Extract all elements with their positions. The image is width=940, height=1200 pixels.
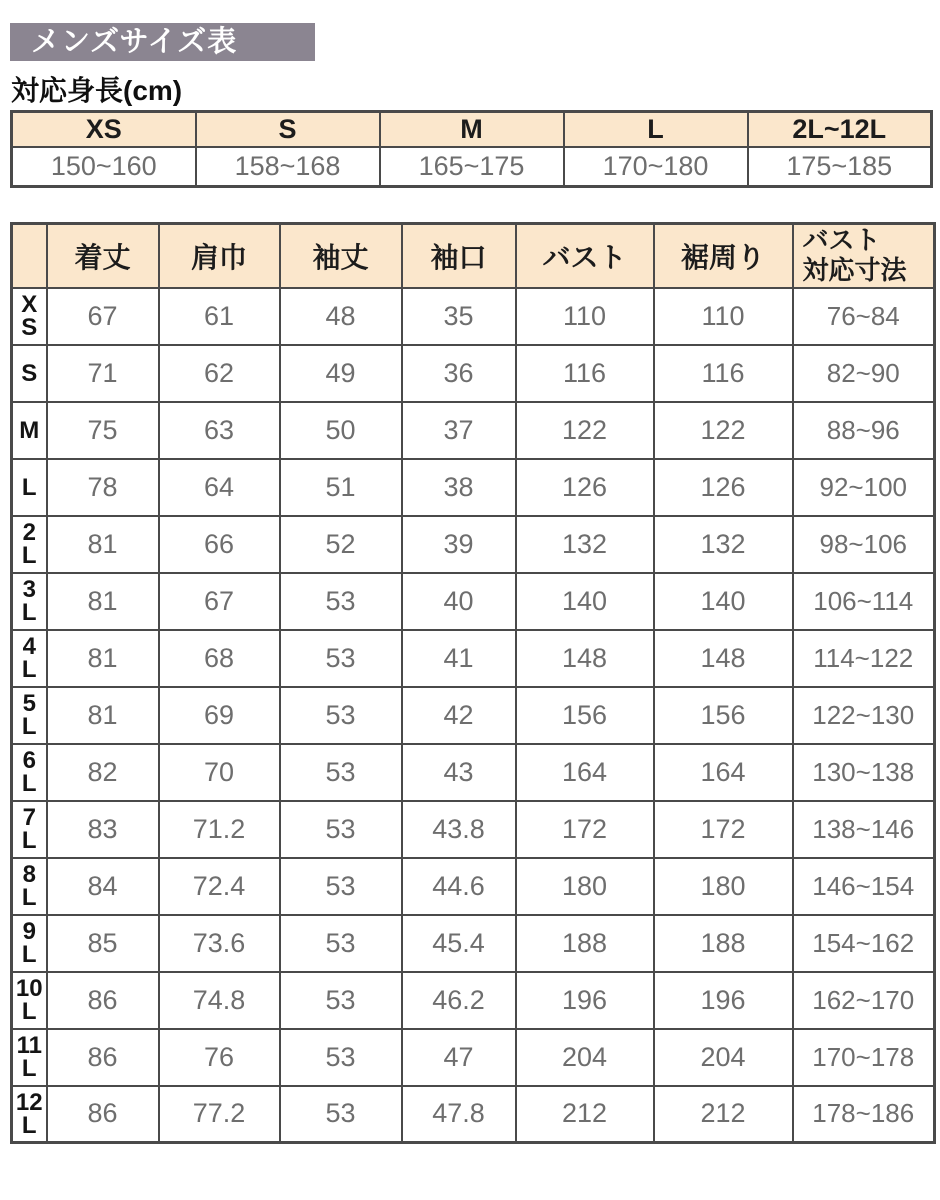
- measurement-value-cell: 110: [516, 288, 654, 345]
- row-size-label: [12, 288, 47, 345]
- measurement-value-cell: 41: [402, 630, 516, 687]
- measurement-value-cell: 73.6: [159, 915, 280, 972]
- height-size-header: M: [380, 112, 564, 147]
- row-size-label: [12, 915, 47, 972]
- measurement-value-cell: 172: [654, 801, 793, 858]
- measurement-value-cell: 61: [159, 288, 280, 345]
- measurement-value-cell: 82~90: [793, 345, 935, 402]
- measurement-value-cell: 53: [280, 1029, 402, 1086]
- measurement-value-cell: 132: [516, 516, 654, 573]
- measurement-value-cell: 82: [47, 744, 159, 801]
- measurement-value-cell: 86: [47, 972, 159, 1029]
- table-row: [12, 1086, 935, 1143]
- measurement-value-cell: 76: [159, 1029, 280, 1086]
- measurement-value-cell: 53: [280, 1086, 402, 1143]
- measurement-value-cell: 35: [402, 288, 516, 345]
- measurement-value-cell: 146~154: [793, 858, 935, 915]
- measurement-value-cell: 53: [280, 801, 402, 858]
- measurement-value-cell: 81: [47, 516, 159, 573]
- row-size-label-line: 2: [22, 519, 36, 546]
- measurement-value-cell: 196: [516, 972, 654, 1029]
- corner-cell: [12, 224, 47, 288]
- measurement-value-cell: 116: [654, 345, 793, 402]
- height-size-header: XS: [12, 112, 196, 147]
- measurement-value-cell: 196: [654, 972, 793, 1029]
- row-size-label-line: 4: [22, 633, 36, 660]
- height-range-value: 165~175: [380, 147, 564, 187]
- size-table-header-row: [12, 224, 935, 288]
- row-size-label-line: 11: [16, 1032, 42, 1059]
- table-row: [12, 801, 935, 858]
- measurement-value-cell: 98~106: [793, 516, 935, 573]
- measurement-value-cell: 86: [47, 1029, 159, 1086]
- height-table-header-row: [12, 112, 932, 147]
- row-size-label-line: S: [21, 359, 38, 387]
- table-row: [12, 1029, 935, 1086]
- row-size-label-line: 8: [22, 861, 36, 888]
- row-size-label-line: L: [21, 827, 37, 854]
- measurement-value-cell: 46.2: [402, 972, 516, 1029]
- row-size-label-line: L: [21, 656, 37, 683]
- row-size-label-line: L: [21, 941, 37, 968]
- height-size-header: 2L~12L: [748, 112, 932, 147]
- measurement-column-header: 袖丈: [280, 224, 402, 288]
- measurement-value-cell: 81: [47, 687, 159, 744]
- measurement-value-cell: 52: [280, 516, 402, 573]
- bust-range-column-header: [793, 224, 935, 288]
- measurement-value-cell: 84: [47, 858, 159, 915]
- height-table-value-row: [12, 147, 932, 187]
- height-range-value: 150~160: [12, 147, 196, 187]
- row-size-label-line: 12: [15, 1088, 43, 1116]
- measurement-value-cell: 154~162: [793, 915, 935, 972]
- measurement-value-cell: 81: [47, 573, 159, 630]
- bust-range-header-line: バスト: [802, 224, 881, 255]
- measurement-value-cell: 172: [516, 801, 654, 858]
- row-size-label: [12, 1086, 47, 1143]
- measurement-value-cell: 212: [516, 1086, 654, 1143]
- measurement-value-cell: 68: [159, 630, 280, 687]
- table-row: [12, 687, 935, 744]
- row-size-label-line: 9: [22, 918, 36, 945]
- row-size-label-line: L: [21, 713, 37, 740]
- row-size-label-line: 7: [22, 804, 36, 831]
- row-size-label-line: L: [21, 884, 37, 911]
- measurement-value-cell: 51: [280, 459, 402, 516]
- measurement-value-cell: 69: [159, 687, 280, 744]
- row-size-label-line: L: [21, 1055, 37, 1082]
- row-size-label: [12, 630, 47, 687]
- measurement-value-cell: 114~122: [793, 630, 935, 687]
- measurement-value-cell: 45.4: [402, 915, 516, 972]
- measurement-value-cell: 53: [280, 630, 402, 687]
- measurement-value-cell: 212: [654, 1086, 793, 1143]
- height-table: [10, 110, 933, 188]
- table-row: [12, 915, 935, 972]
- measurement-value-cell: 122: [516, 402, 654, 459]
- table-row: [12, 972, 935, 1029]
- row-size-label-line: L: [21, 770, 37, 797]
- measurement-value-cell: 148: [654, 630, 793, 687]
- page-title: メンズサイズ表: [10, 23, 315, 61]
- measurement-value-cell: 76~84: [793, 288, 935, 345]
- measurement-value-cell: 83: [47, 801, 159, 858]
- measurement-value-cell: 204: [516, 1029, 654, 1086]
- measurement-value-cell: 37: [402, 402, 516, 459]
- row-size-label-line: L: [21, 599, 37, 626]
- measurement-value-cell: 42: [402, 687, 516, 744]
- measurement-value-cell: 116: [516, 345, 654, 402]
- measurement-value-cell: 71.2: [159, 801, 280, 858]
- measurement-value-cell: 85: [47, 915, 159, 972]
- size-table: [10, 222, 936, 1144]
- measurement-value-cell: 48: [280, 288, 402, 345]
- row-size-label-line: L: [21, 998, 37, 1025]
- row-size-label: [12, 744, 47, 801]
- table-row: [12, 630, 935, 687]
- measurement-value-cell: 204: [654, 1029, 793, 1086]
- height-size-header: S: [196, 112, 380, 147]
- table-row: [12, 573, 935, 630]
- measurement-value-cell: 67: [47, 288, 159, 345]
- measurement-value-cell: 63: [159, 402, 280, 459]
- row-size-label-line: 10: [15, 975, 43, 1002]
- row-size-label: [12, 573, 47, 630]
- measurement-value-cell: 164: [654, 744, 793, 801]
- row-size-label-line: L: [21, 473, 37, 501]
- measurement-value-cell: 86: [47, 1086, 159, 1143]
- measurement-value-cell: 164: [516, 744, 654, 801]
- measurement-value-cell: 180: [516, 858, 654, 915]
- measurement-value-cell: 71: [47, 345, 159, 402]
- row-size-label: [12, 801, 47, 858]
- measurement-column-header: バスト: [516, 224, 654, 288]
- measurement-value-cell: 178~186: [793, 1086, 935, 1143]
- height-range-value: 158~168: [196, 147, 380, 187]
- measurement-column-header: 着丈: [47, 224, 159, 288]
- row-size-label: [12, 1029, 47, 1086]
- measurement-value-cell: 53: [280, 573, 402, 630]
- row-size-label: [12, 459, 47, 516]
- measurement-value-cell: 138~146: [793, 801, 935, 858]
- measurement-value-cell: 81: [47, 630, 159, 687]
- height-range-value: 175~185: [748, 147, 932, 187]
- row-size-label: [12, 402, 47, 459]
- measurement-value-cell: 156: [654, 687, 793, 744]
- row-size-label-line: 3: [22, 576, 36, 603]
- measurement-value-cell: 122~130: [793, 687, 935, 744]
- height-range-value: 170~180: [564, 147, 748, 187]
- row-size-label-line: 5: [22, 690, 36, 717]
- measurement-value-cell: 75: [47, 402, 159, 459]
- measurement-value-cell: 50: [280, 402, 402, 459]
- row-size-label-line: X: [21, 291, 38, 318]
- measurement-value-cell: 53: [280, 972, 402, 1029]
- row-size-label-line: 6: [22, 747, 36, 774]
- table-row: [12, 345, 935, 402]
- measurement-value-cell: 38: [402, 459, 516, 516]
- measurement-value-cell: 170~178: [793, 1029, 935, 1086]
- measurement-value-cell: 188: [516, 915, 654, 972]
- measurement-value-cell: 140: [654, 573, 793, 630]
- measurement-value-cell: 188: [654, 915, 793, 972]
- measurement-value-cell: 62: [159, 345, 280, 402]
- measurement-value-cell: 130~138: [793, 744, 935, 801]
- measurement-value-cell: 92~100: [793, 459, 935, 516]
- row-size-label: [12, 972, 47, 1029]
- measurement-value-cell: 72.4: [159, 858, 280, 915]
- row-size-label: [12, 345, 47, 402]
- row-size-label: [12, 516, 47, 573]
- measurement-value-cell: 64: [159, 459, 280, 516]
- measurement-column-header: 裾周り: [654, 224, 793, 288]
- measurement-value-cell: 53: [280, 915, 402, 972]
- table-row: [12, 402, 935, 459]
- measurement-value-cell: 106~114: [793, 573, 935, 630]
- measurement-value-cell: 53: [280, 744, 402, 801]
- measurement-value-cell: 180: [654, 858, 793, 915]
- measurement-value-cell: 122: [654, 402, 793, 459]
- measurement-value-cell: 67: [159, 573, 280, 630]
- table-row: [12, 459, 935, 516]
- measurement-value-cell: 40: [402, 573, 516, 630]
- row-size-label-line: S: [21, 314, 38, 341]
- row-size-label-line: M: [19, 416, 40, 444]
- measurement-value-cell: 110: [654, 288, 793, 345]
- measurement-value-cell: 77.2: [159, 1086, 280, 1143]
- measurement-value-cell: 162~170: [793, 972, 935, 1029]
- measurement-value-cell: 156: [516, 687, 654, 744]
- table-row: [12, 858, 935, 915]
- measurement-value-cell: 49: [280, 345, 402, 402]
- measurement-value-cell: 126: [654, 459, 793, 516]
- measurement-value-cell: 132: [654, 516, 793, 573]
- table-row: [12, 744, 935, 801]
- row-size-label: [12, 858, 47, 915]
- measurement-value-cell: 126: [516, 459, 654, 516]
- measurement-column-header: 肩巾: [159, 224, 280, 288]
- height-size-header: L: [564, 112, 748, 147]
- measurement-value-cell: 140: [516, 573, 654, 630]
- table-row: [12, 516, 935, 573]
- measurement-value-cell: 148: [516, 630, 654, 687]
- measurement-value-cell: 47.8: [402, 1086, 516, 1143]
- measurement-value-cell: 43.8: [402, 801, 516, 858]
- measurement-value-cell: 44.6: [402, 858, 516, 915]
- measurement-value-cell: 70: [159, 744, 280, 801]
- measurement-value-cell: 53: [280, 687, 402, 744]
- row-size-label: [12, 687, 47, 744]
- row-size-label-line: L: [21, 1111, 37, 1139]
- measurement-value-cell: 47: [402, 1029, 516, 1086]
- height-table-title: 対応身長(cm): [11, 75, 183, 106]
- measurement-value-cell: 43: [402, 744, 516, 801]
- row-size-label-line: L: [21, 542, 37, 569]
- measurement-column-header: 袖口: [402, 224, 516, 288]
- measurement-value-cell: 74.8: [159, 972, 280, 1029]
- bust-range-header-line: 対応寸法: [802, 254, 907, 285]
- measurement-value-cell: 78: [47, 459, 159, 516]
- table-row: [12, 288, 935, 345]
- measurement-value-cell: 36: [402, 345, 516, 402]
- measurement-value-cell: 66: [159, 516, 280, 573]
- measurement-value-cell: 39: [402, 516, 516, 573]
- measurement-value-cell: 88~96: [793, 402, 935, 459]
- measurement-value-cell: 53: [280, 858, 402, 915]
